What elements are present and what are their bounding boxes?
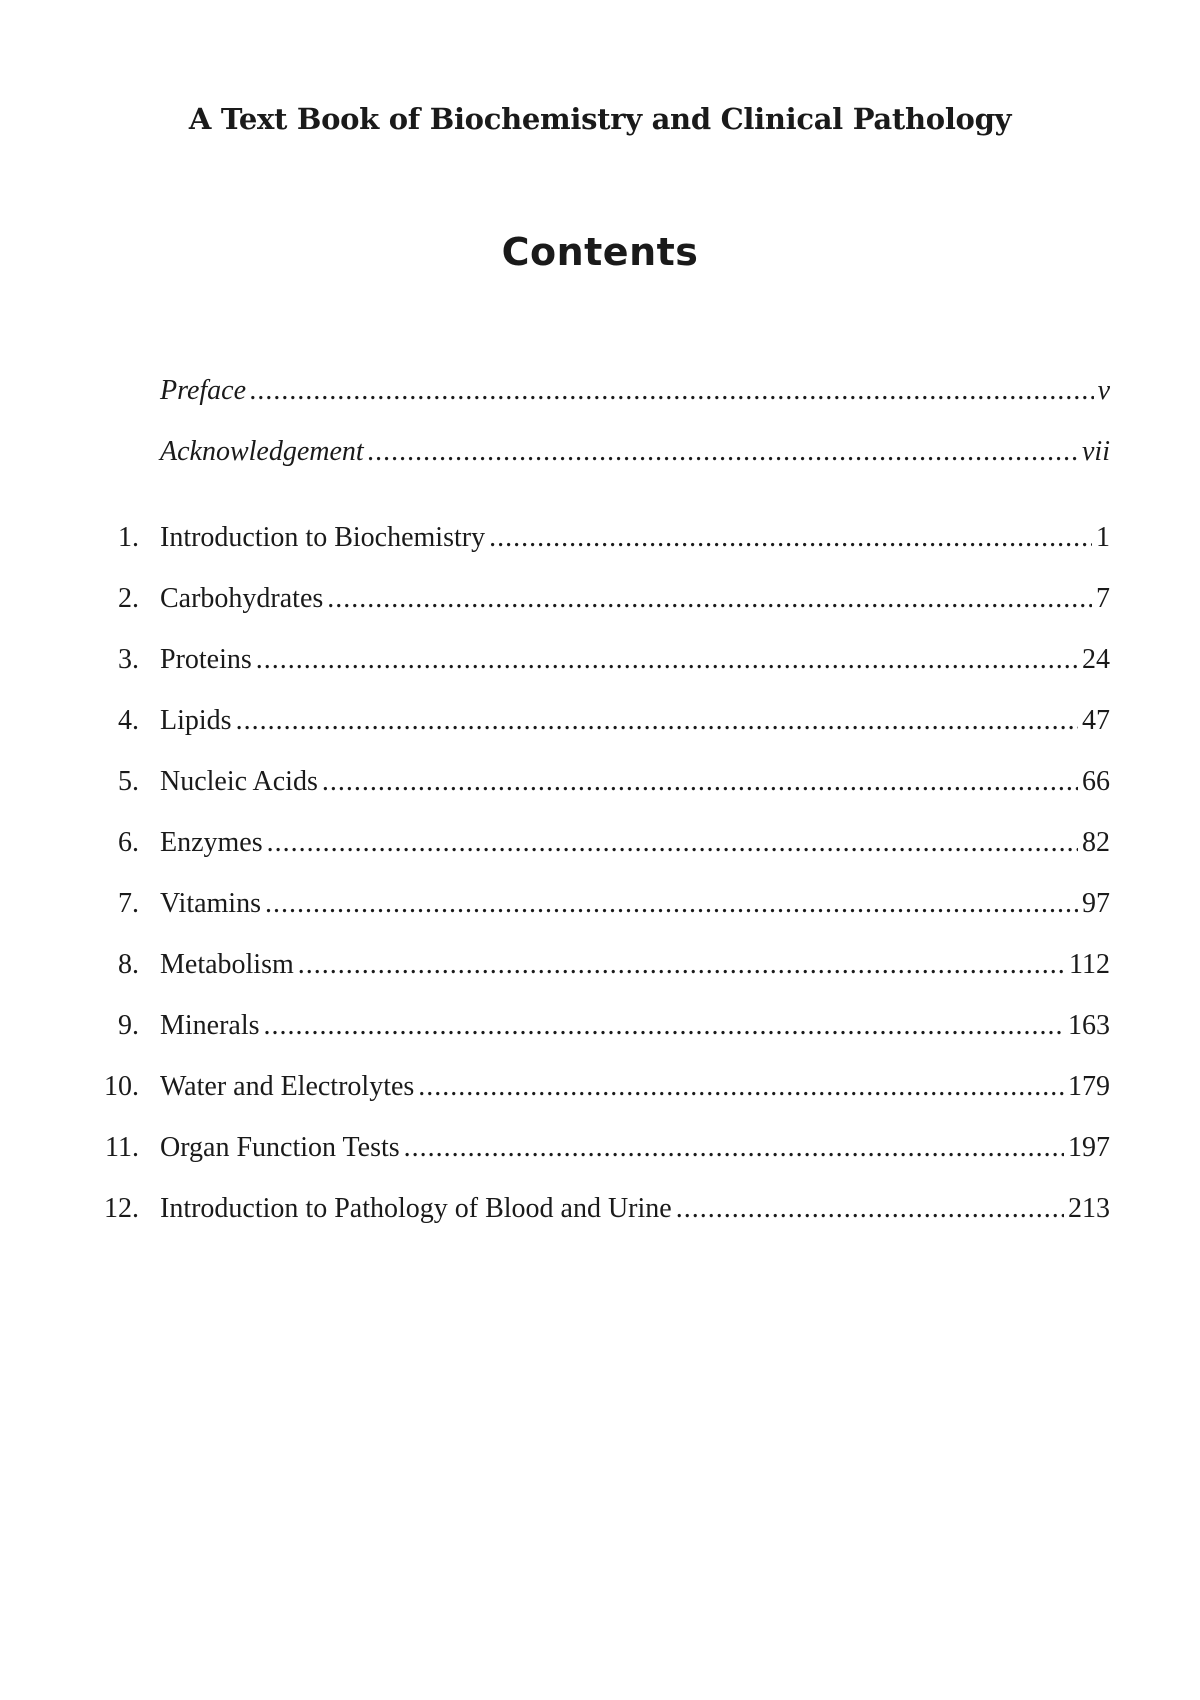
dot-leader (256, 640, 1078, 680)
toc-entry-label: Vitamins (160, 888, 261, 919)
toc-entry-page: 112 (1069, 949, 1110, 980)
toc-entry-page: 179 (1068, 1071, 1110, 1102)
dot-leader (264, 1006, 1064, 1046)
toc-entry-label: Introduction to Biochemistry (160, 522, 486, 553)
toc-entry-page: 97 (1082, 888, 1110, 919)
toc-entry-label: Lipids (160, 705, 232, 736)
toc-entry-chapter (90, 518, 1110, 558)
toc-entry-page: vii (1082, 436, 1110, 467)
toc-entry-page: v (1097, 375, 1110, 406)
toc-entry-label: Minerals (160, 1010, 260, 1041)
chapter-number: 2. (118, 583, 139, 614)
toc-entry-chapter (90, 823, 1110, 863)
toc-entry-chapter (90, 1067, 1110, 1107)
dot-leader (404, 1128, 1064, 1168)
toc-entry-label: Water and Electrolytes (160, 1071, 415, 1102)
chapter-number: 6. (118, 827, 139, 858)
toc-entry-label: Metabolism (160, 949, 294, 980)
toc-entry-page: 82 (1082, 827, 1110, 858)
toc-entry-page: 163 (1068, 1010, 1110, 1041)
toc-entry-chapter (90, 1189, 1110, 1229)
chapter-number: 1. (118, 522, 139, 553)
chapter-number: 10. (104, 1071, 139, 1102)
toc-entry-page: 213 (1068, 1193, 1110, 1224)
dot-leader (267, 823, 1078, 863)
chapter-number: 4. (118, 705, 139, 736)
toc-entry-label: Introduction to Pathology of Blood and Urine (160, 1193, 672, 1224)
toc-entry-chapter (90, 1128, 1110, 1168)
toc-entry-label: Nucleic Acids (160, 766, 318, 797)
chapter-number: 9. (118, 1010, 139, 1041)
toc-entry-chapter (90, 884, 1110, 924)
toc-entry-page: 1 (1096, 522, 1110, 553)
chapter-number: 5. (118, 766, 139, 797)
toc-entry-page: 7 (1096, 583, 1110, 614)
toc-entry-acknowledgement (90, 432, 1110, 472)
toc-entry-label: Proteins (160, 644, 252, 675)
dot-leader (298, 945, 1065, 985)
toc-entry-page: 47 (1082, 705, 1110, 736)
toc-entry-chapter (90, 640, 1110, 680)
contents-heading: Contents (501, 230, 699, 274)
toc-entry-label: Enzymes (160, 827, 263, 858)
chapter-number: 3. (118, 644, 139, 675)
chapter-number: 7. (118, 888, 139, 919)
dot-leader (327, 579, 1092, 619)
toc-entry-chapter (90, 762, 1110, 802)
chapter-number: 8. (118, 949, 139, 980)
toc-entry-page: 24 (1082, 644, 1110, 675)
dot-leader (250, 371, 1094, 411)
book-title: A Text Book of Biochemistry and Clinical Pathology (188, 102, 1012, 136)
chapter-number: 11. (105, 1132, 139, 1163)
toc-entry-label: Preface (160, 375, 247, 406)
chapter-number: 12. (104, 1193, 139, 1224)
toc-entry-chapter (90, 1006, 1110, 1046)
toc-entry-chapter (90, 579, 1110, 619)
dot-leader (418, 1067, 1064, 1107)
toc-entry-page: 197 (1068, 1132, 1110, 1163)
toc-entry-label: Carbohydrates (160, 583, 324, 614)
toc-entry-chapter (90, 701, 1110, 741)
toc-entry-label: Organ Function Tests (160, 1132, 400, 1163)
toc-entry-page: 66 (1082, 766, 1110, 797)
dot-leader (676, 1189, 1064, 1229)
toc-entry-label: Acknowledgement (160, 436, 364, 467)
toc-entry-chapter (90, 945, 1110, 985)
dot-leader (265, 884, 1078, 924)
dot-leader (236, 701, 1078, 741)
dot-leader (489, 518, 1092, 558)
toc-entry-preface (90, 371, 1110, 411)
dot-leader (368, 432, 1078, 472)
dot-leader (322, 762, 1078, 802)
